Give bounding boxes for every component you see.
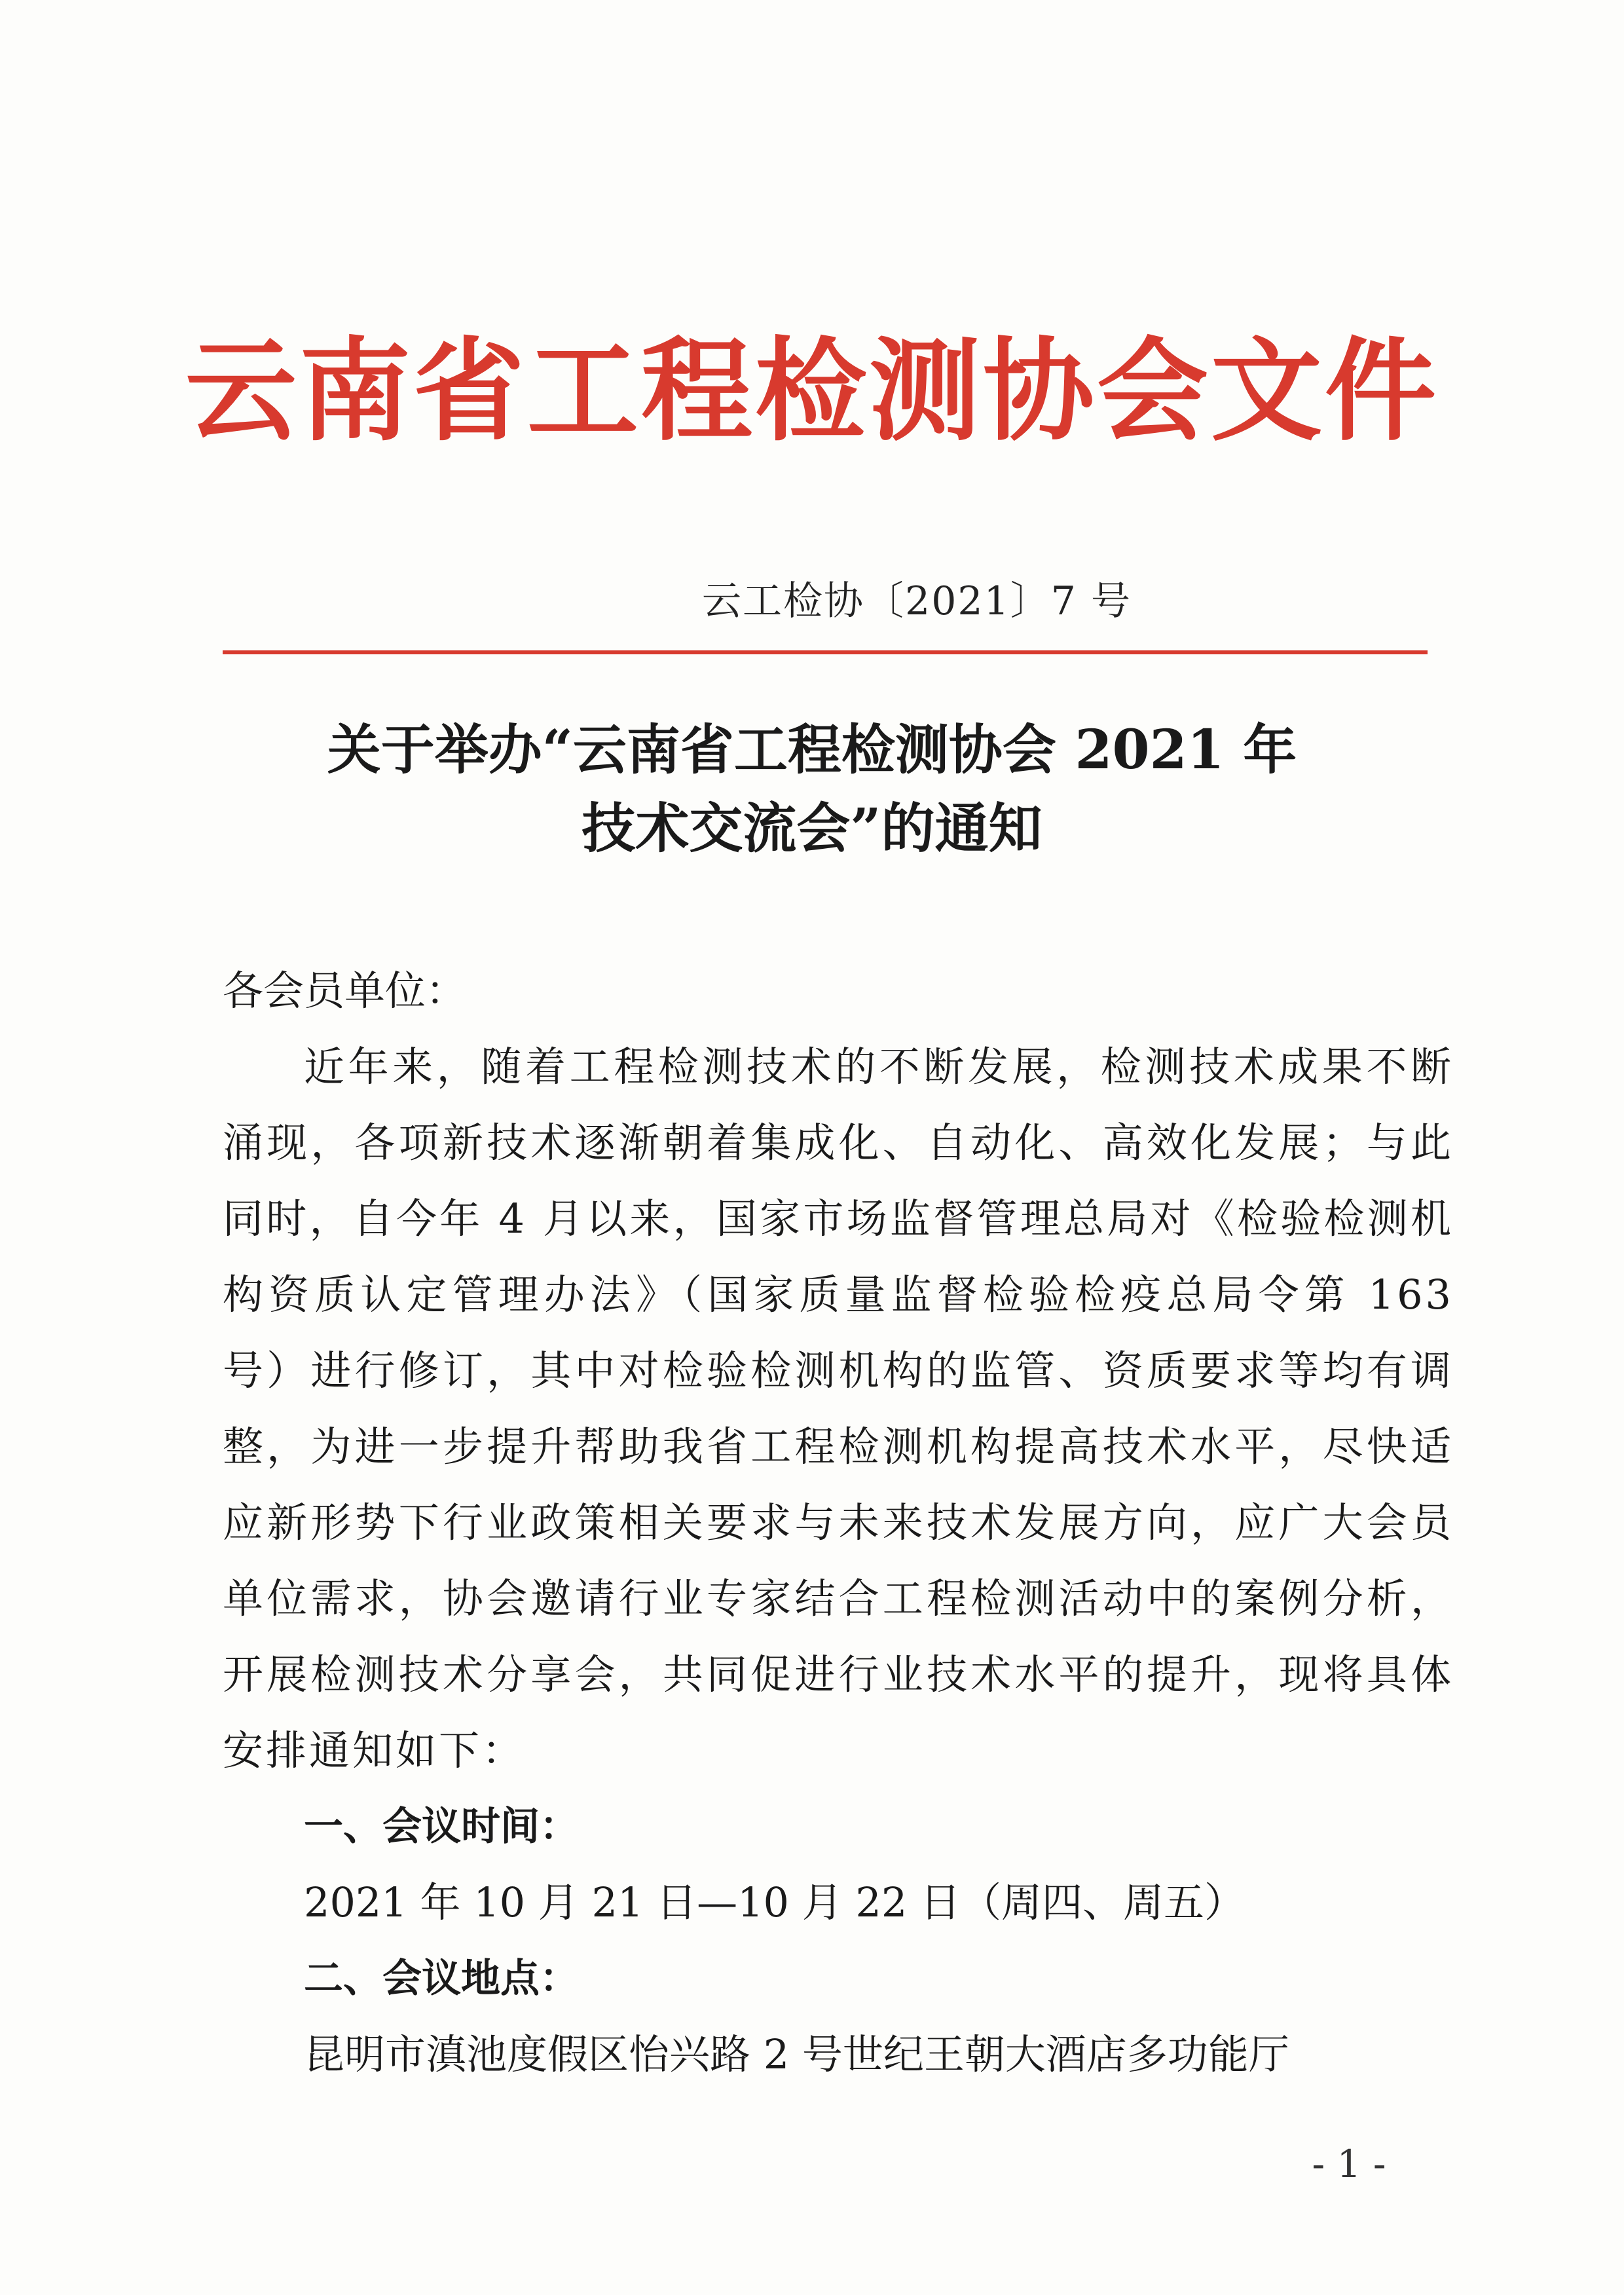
section-heading-meeting-location: 二、会议地点： xyxy=(304,1956,579,2002)
salutation: 各会员单位： xyxy=(223,967,467,1015)
notice-body xyxy=(223,953,1454,2093)
page-number: - 1 - xyxy=(1312,2142,1386,2186)
section-value-meeting-location: 昆明市滇池度假区怡兴路 2 号世纪王朝大酒店多功能厅 xyxy=(304,2030,1289,2078)
notice-title-line-2: 技术交流会”的通知 xyxy=(581,797,1043,860)
section-value-meeting-time: 2021 年 10 月 21 日—10 月 22 日（周四、周五） xyxy=(304,1878,1246,1926)
red-divider-line xyxy=(223,650,1428,654)
notice-title-line-1: 关于举办“云南省工程检测协会 2021 年 xyxy=(327,718,1297,781)
organization-header: 云南省工程检测协会文件 xyxy=(185,326,1439,457)
notice-title xyxy=(0,711,1624,868)
body-paragraph: 近年来，随着工程检测技术的不断发展，检测技术成果不断涌现，各项新技术逐渐朝着集成化、自动化、高效化发展；与此同时，自今年 4 月以来，国家市场监督管理总局对《检验检测机构资质认定管理办法》（国家质量监督检验检疫总局令第 163 号）进行修订，其中对检验检测机构的监管、资质要求等均有调整，为进一步提升帮助我省工程检测机构提高技术水平，尽快适应新形势下行业政策相关要求与未来技术发展方向，应广大会员单位需求，协会邀请行业专家结合工程检测活动中的案例分析，开展检测技术分享会，共同促进行业技术水平的提升，现将具体安排通知如下： xyxy=(223,1043,1454,1774)
section-heading-meeting-time: 一、会议时间： xyxy=(304,1804,579,1850)
document-number: 云工检协〔2021〕7 号 xyxy=(702,578,1132,624)
